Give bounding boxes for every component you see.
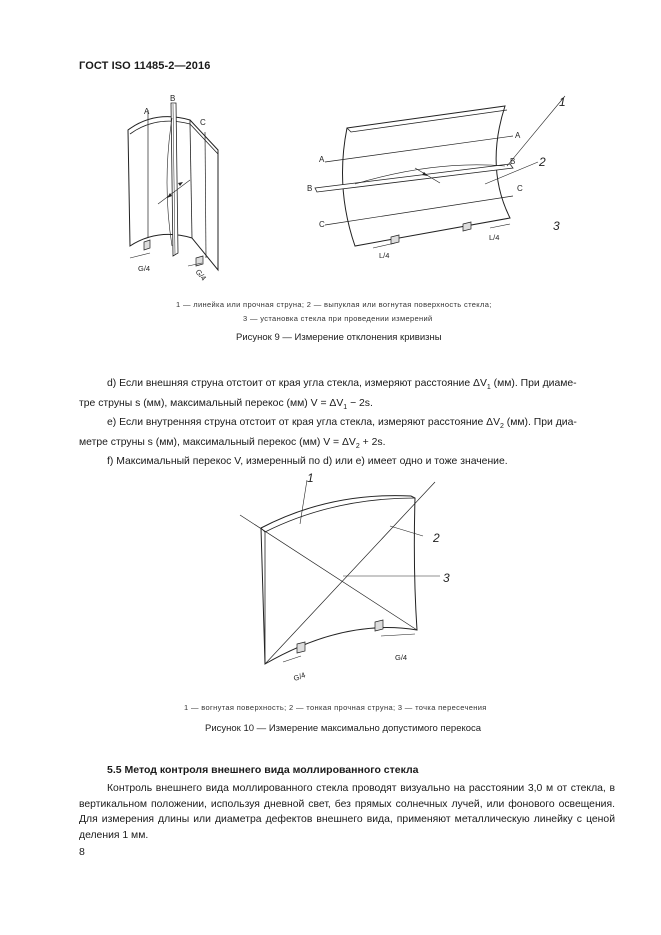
label-g1: G/4 — [138, 264, 151, 273]
label-b-right: B — [510, 157, 516, 166]
label-3: 3 — [443, 571, 450, 585]
para-e-cont: метре струны s (мм), максимальный перекос (мм) $V = \Delta V_2 + 2s$. — [79, 436, 386, 450]
para-d: d) Если внешняя струна отстоит от края угла стекла, измеряют расстояние $\Delta V_1$ (мм). При диаме- — [107, 378, 577, 392]
label-g2: G/4 — [193, 267, 209, 283]
figure9-left-drawing — [110, 88, 240, 283]
label-c: C — [200, 118, 206, 127]
label-2: 2 — [539, 155, 546, 169]
label-1: 1 — [307, 471, 314, 485]
figure10-legend: 1 — вогнутая поверхность; 2 — тонкая прочная струна; 3 — точка пересечения — [184, 703, 487, 712]
label-3: 3 — [553, 219, 560, 233]
figure9-title: Рисунок 9 — Измерение отклонения кривизны — [236, 332, 442, 343]
para-e: e) Если внутренняя струна отстоит от края угла стекла, измеряют расстояние $\Delta V_2$ (мм). При диа- — [107, 417, 577, 431]
label-g1: G/4 — [292, 670, 307, 684]
figure9-right-drawing — [295, 88, 585, 263]
label-l1: L/4 — [379, 251, 390, 260]
para-f: f) Максимальный перекос V, измеренный по d) или e) имеет одно и тоже значение. — [107, 456, 508, 468]
label-a-left: A — [319, 155, 325, 164]
para-d-cont: тре струны s (мм), максимальный перекос (мм) $V = \Delta V_1 - 2s$. — [79, 397, 373, 411]
section-title: 5.5 Метод контроля внешнего вида моллированного стекла — [107, 764, 419, 776]
figure10-drawing — [235, 470, 475, 688]
body-paragraphs — [79, 376, 615, 470]
label-g2: G/4 — [395, 653, 408, 662]
label-l2: L/4 — [489, 233, 500, 242]
figure10-title: Рисунок 10 — Измерение максимально допустимого перекоса — [205, 723, 482, 734]
figure9-legend-line2: 3 — установка стекла при проведении измерений — [243, 314, 433, 323]
label-c-left: C — [319, 220, 325, 229]
label-b-left: B — [307, 184, 313, 193]
document-header: ГОСТ ISO 11485-2—2016 — [79, 60, 211, 72]
figure9-legend-line1: 1 — линейка или прочная струна; 2 — выпуклая или вогнутая поверхность стекла; — [176, 300, 492, 309]
label-a: A — [144, 107, 150, 116]
label-a-right: A — [515, 131, 521, 140]
page-number: 8 — [79, 846, 85, 858]
label-c-right: C — [517, 184, 523, 193]
label-1: 1 — [559, 95, 566, 109]
label-2: 2 — [433, 531, 440, 545]
section-paragraph-text: Контроль внешнего вида моллированного стекла проводят визуально на расстоянии 3,0 м от стекла, в вертикальном положении, используя дневной свет, без прямых солнечных лучей, или фонового освещения. Для измерения длины или диаметра дефектов внешнего вида, применяют металлическую линейку с ценой деления 1 мм. — [79, 783, 615, 841]
label-b: B — [170, 94, 176, 103]
section-paragraph — [79, 781, 615, 843]
